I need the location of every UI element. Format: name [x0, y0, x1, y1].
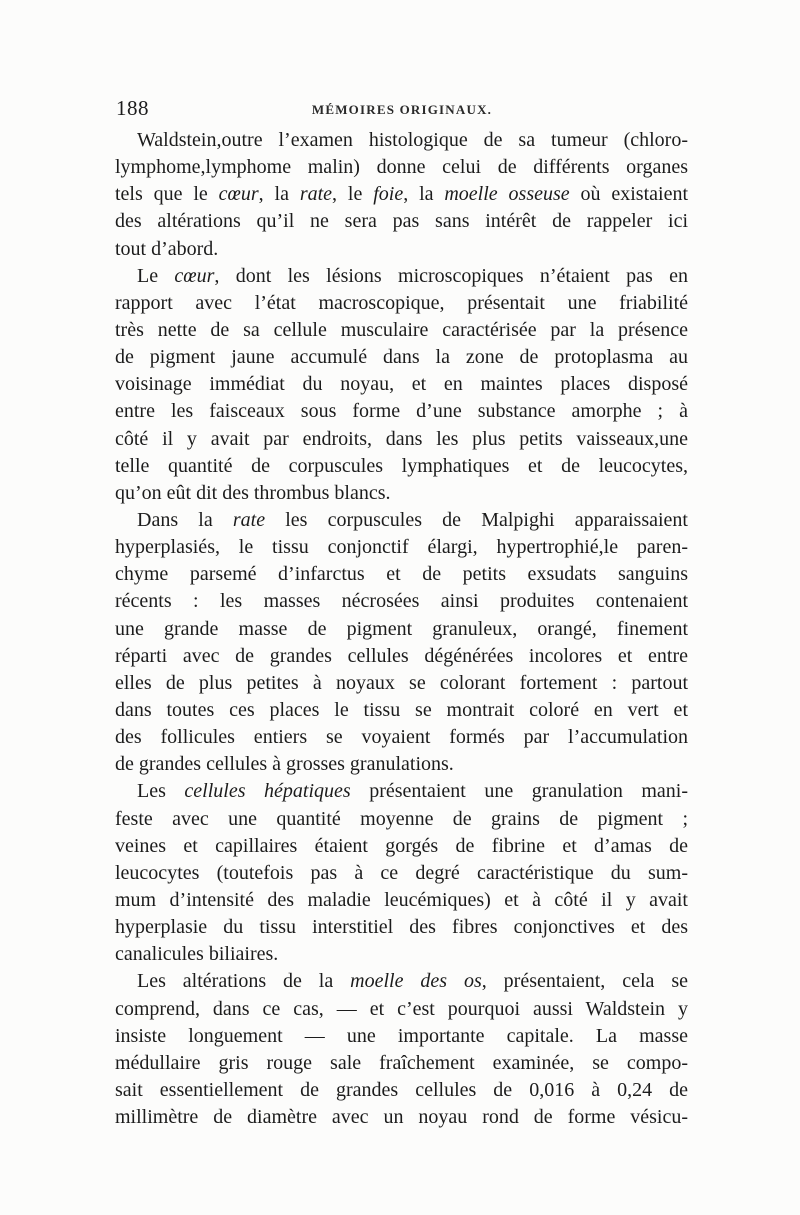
body-text	[115, 127, 688, 1131]
text-run: de pigment jaune accumulé dans la zone de protoplasma au	[115, 346, 688, 369]
text-line	[115, 996, 688, 1023]
text-line	[115, 778, 688, 805]
text-line	[115, 1077, 688, 1104]
italic-term: foie	[373, 183, 404, 206]
text-run: , dont les lésions microscopiques n’étaient pas en	[214, 264, 689, 287]
text-run: des altérations qu’il ne sera pas sans intérêt de rappeler ici	[115, 210, 688, 233]
text-line	[115, 534, 688, 561]
text-run: insiste longuement — une importante capitale. La masse	[115, 1024, 688, 1047]
text-line	[115, 507, 688, 534]
text-run: , la	[403, 183, 445, 206]
paragraph	[115, 263, 688, 507]
text-run: Dans la	[137, 508, 233, 531]
italic-term: moelle osseuse	[444, 183, 570, 206]
text-line	[115, 588, 688, 615]
text-run: , présentaient, cela se	[481, 970, 688, 993]
italic-term: moelle des os	[350, 970, 482, 993]
text-line	[115, 833, 688, 860]
text-line	[115, 643, 688, 670]
text-line	[115, 941, 688, 968]
text-line	[115, 426, 688, 453]
text-line	[115, 290, 688, 317]
text-line	[115, 263, 688, 290]
text-run: Waldstein,outre l’examen histologique de sa tumeur (chloro-	[137, 129, 688, 151]
text-run: médullaire gris rouge sale fraîchement examinée, se compo-	[115, 1051, 688, 1074]
text-run: qu’on eût dit des thrombus blancs.	[115, 481, 391, 504]
text-run: Le	[137, 264, 175, 287]
text-run: côté il y avait par endroits, dans les plus petits vaisseaux,une	[115, 427, 688, 450]
text-run: entre les faisceaux sous forme d’une substance amorphe ; à	[115, 400, 688, 423]
italic-term: cellules hépatiques	[184, 780, 351, 803]
text-line	[115, 344, 688, 371]
text-run: comprend, dans ce cas, — et c’est pourquoi aussi Waldstein y	[115, 997, 688, 1020]
text-run: millimètre de diamètre avec un noyau rond de forme vésicu-	[115, 1106, 688, 1129]
text-run: rapport avec l’état macroscopique, présentait une friabilité	[115, 291, 688, 314]
text-run: feste avec une quantité moyenne de grains de pigment ;	[115, 807, 688, 830]
text-run: très nette de sa cellule musculaire caractérisée par la présence	[115, 318, 688, 341]
text-line	[115, 806, 688, 833]
text-run: où existaient	[569, 183, 688, 206]
text-line	[115, 751, 688, 778]
text-run: présentaient une granulation mani-	[350, 780, 688, 803]
italic-term: cœur	[174, 264, 215, 287]
text-run: veines et capillaires étaient gorgés de fibrine et d’amas de	[115, 834, 688, 857]
text-line	[115, 697, 688, 724]
text-line	[115, 127, 688, 154]
text-run: elles de plus petites à noyaux se colorant fortement : partout	[115, 671, 688, 694]
text-run: réparti avec de grandes cellules dégénérées incolores et entre	[115, 644, 688, 667]
paragraph	[115, 127, 688, 263]
paragraph	[115, 778, 688, 968]
text-line	[115, 317, 688, 344]
text-line	[115, 154, 688, 181]
text-run: sait essentiellement de grandes cellules de 0,016 à 0,24 de	[115, 1078, 688, 1101]
text-run: canalicules biliaires.	[115, 943, 279, 966]
text-line	[115, 887, 688, 914]
text-line	[115, 1050, 688, 1077]
text-line	[115, 236, 688, 263]
text-line	[115, 670, 688, 697]
text-run: des follicules entiers se voyaient formés par l’accumulation	[115, 726, 688, 749]
italic-term: cœur	[218, 183, 259, 206]
text-run: , le	[332, 183, 374, 206]
text-run: lymphome,lymphome malin) donne celui de différents organes	[115, 156, 688, 179]
text-run: telle quantité de corpuscules lymphatiques et de leucocytes,	[115, 454, 688, 477]
text-run: les corpuscules de Malpighi apparaissaient	[265, 508, 688, 531]
text-line	[115, 480, 688, 507]
text-run: mum d’intensité des maladie leucémiques) et à côté il y avait	[115, 888, 688, 911]
paragraph	[115, 968, 688, 1131]
text-line	[115, 453, 688, 480]
text-run: de grandes cellules à grosses granulations.	[115, 753, 454, 776]
text-run: hyperplasie du tissu interstitiel des fibres conjonctives et des	[115, 916, 688, 939]
text-run: chyme parsemé d’infarctus et de petits exsudats sanguins	[115, 563, 688, 586]
text-run: Les	[137, 780, 185, 803]
text-run: leucocytes (toutefois pas à ce degré caractéristique du sum-	[115, 861, 688, 884]
text-run: Les altérations de la	[137, 970, 351, 993]
text-line	[115, 1023, 688, 1050]
italic-term: rate	[232, 508, 266, 531]
text-run: récents : les masses nécrosées ainsi produites contenaient	[115, 590, 688, 613]
text-line	[115, 398, 688, 425]
text-line	[115, 561, 688, 588]
text-run: une grande masse de pigment granuleux, orangé, finement	[115, 617, 688, 640]
text-line	[115, 860, 688, 887]
italic-term: rate	[299, 183, 333, 206]
running-title: MÉMOIRES ORIGINAUX.	[311, 102, 493, 117]
text-line	[115, 181, 688, 208]
text-run: tels que le	[115, 183, 219, 206]
text-line	[115, 1104, 688, 1131]
text-line	[115, 616, 688, 643]
page-header	[116, 96, 688, 122]
text-line	[115, 371, 688, 398]
text-run: voisinage immédiat du noyau, et en maintes places disposé	[115, 373, 688, 396]
text-run: tout d’abord.	[115, 237, 219, 260]
text-run: hyperplasiés, le tissu conjonctif élargi, hypertrophié,le paren-	[115, 536, 688, 559]
text-run: dans toutes ces places le tissu se montrait coloré en vert et	[115, 698, 688, 721]
text-line	[115, 208, 688, 235]
paragraph	[115, 507, 688, 778]
page-number: 188	[116, 96, 149, 120]
text-run: , la	[258, 183, 300, 206]
text-line	[115, 968, 688, 995]
text-line	[115, 914, 688, 941]
text-line	[115, 724, 688, 751]
